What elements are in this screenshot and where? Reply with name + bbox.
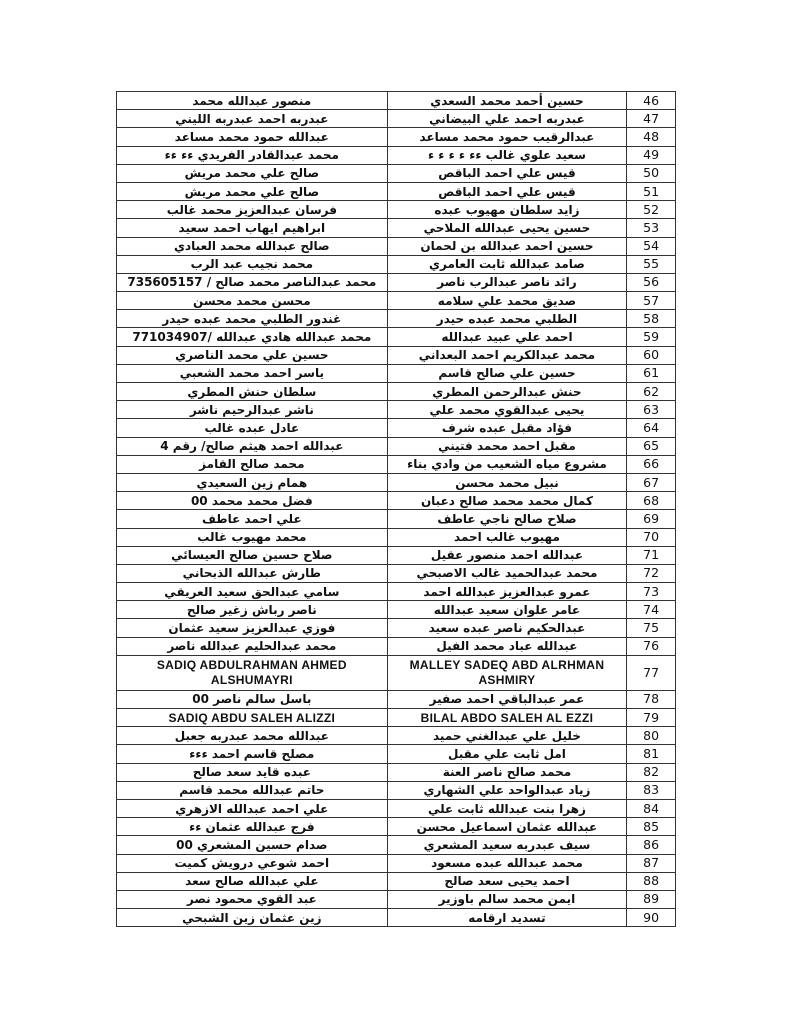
first-name-cell: عمر عبدالباقي احمد صفير [387,690,627,708]
row-number-cell: 69 [627,510,676,528]
first-name-cell: عبدربه احمد علي البيضاني [387,110,627,128]
first-name-cell: مقبل احمد محمد فتيني [387,437,627,455]
first-name-cell: زايد سلطان مهيوب عبده [387,201,627,219]
second-name-cell: محمد عبدالقادر الفريدي ءء ءء [117,146,388,164]
row-number-cell: 55 [627,255,676,273]
table-row [117,510,676,528]
table-row [117,818,676,836]
second-name-cell: غندور الطلبي محمد عبده حيدر [117,310,388,328]
names-table-body [117,92,676,927]
first-name-cell: حنش عبدالرحمن المطري [387,383,627,401]
table-row [117,455,676,473]
row-number-cell: 63 [627,401,676,419]
names-table [116,91,676,927]
first-name-cell: كمال محمد محمد صالح دعبان [387,492,627,510]
table-row [117,201,676,219]
second-name-cell: SADIQ ABDULRAHMAN AHMED ALSHUMAYRI [117,655,388,690]
first-name-cell: مهيوب غالب احمد [387,528,627,546]
second-name-cell: محمد مهيوب غالب [117,528,388,546]
table-row [117,709,676,727]
row-number-cell: 56 [627,273,676,291]
table-row [117,182,676,200]
first-name-cell: زهرا بنت عبدالله ثابت علي [387,799,627,817]
second-name-cell: زين عثمان زين الشبحي [117,909,388,927]
row-number-cell: 90 [627,909,676,927]
row-number-cell: 65 [627,437,676,455]
first-name-cell: حسين أحمد محمد السعدي [387,92,627,110]
second-name-cell: SADIQ ABDU SALEH ALIZZI [117,709,388,727]
first-name-cell: صديق محمد علي سلامه [387,292,627,310]
second-name-cell: ناشر عبدالرحيم ناشر [117,401,388,419]
first-name-cell: BILAL ABDO SALEH AL EZZI [387,709,627,727]
first-name-cell: امل ثابت علي مقبل [387,745,627,763]
second-name-cell: محمد صالح القامز [117,455,388,473]
row-number-cell: 72 [627,564,676,582]
row-number-cell: 71 [627,546,676,564]
row-number-cell: 61 [627,364,676,382]
table-row [117,346,676,364]
table-row [117,237,676,255]
row-number-cell: 70 [627,528,676,546]
first-name-cell: عامر علوان سعيد عبدالله [387,601,627,619]
row-number-cell: 74 [627,601,676,619]
first-name-cell: قيس علي احمد الباقص [387,182,627,200]
second-name-cell: همام زين السعيدي [117,473,388,491]
table-row [117,583,676,601]
second-name-cell: عبدالله احمد هيثم صالح/ رقم 4 [117,437,388,455]
table-row [117,419,676,437]
first-name-cell: عبدالله احمد منصور عقيل [387,546,627,564]
table-row [117,328,676,346]
second-name-cell: عبده قايد سعد صالح [117,763,388,781]
second-name-cell: منصور عبدالله محمد [117,92,388,110]
first-name-cell: تسديد ارقامه [387,909,627,927]
first-name-cell: سيف عبدربه سعيد المشعري [387,836,627,854]
first-name-cell: خليل علي عبدالغني حميد [387,727,627,745]
table-row [117,546,676,564]
first-name-cell: سعيد علوي غالب ءء ء ء ء ء [387,146,627,164]
row-number-cell: 57 [627,292,676,310]
second-name-cell: ابراهيم ايهاب احمد سعيد [117,219,388,237]
table-row [117,799,676,817]
row-number-cell: 77 [627,655,676,690]
table-row [117,364,676,382]
table-row [117,836,676,854]
row-number-cell: 83 [627,781,676,799]
row-number-cell: 53 [627,219,676,237]
table-row [117,255,676,273]
first-name-cell: ايمن محمد سالم باوزير [387,890,627,908]
table-row [117,690,676,708]
first-name-cell: محمد عبدالحميد غالب الاصبحي [387,564,627,582]
first-name-cell: صامد عبدالله ثابت العامري [387,255,627,273]
first-name-cell: يحيى عبدالقوي محمد علي [387,401,627,419]
row-number-cell: 88 [627,872,676,890]
first-name-cell: قيس علي احمد الباقص [387,164,627,182]
row-number-cell: 85 [627,818,676,836]
row-number-cell: 47 [627,110,676,128]
second-name-cell: محسن محمد محسن [117,292,388,310]
second-name-cell: عبدالله محمد عبدربه جعبل [117,727,388,745]
watermark: ​ [287,472,313,552]
row-number-cell: 50 [627,164,676,182]
row-number-cell: 68 [627,492,676,510]
table-row [117,655,676,690]
table-row [117,564,676,582]
table-row [117,219,676,237]
table-row [117,292,676,310]
row-number-cell: 67 [627,473,676,491]
second-name-cell: فوزي عبدالعزيز سعيد عثمان [117,619,388,637]
second-name-cell: فضل محمد محمد 00 [117,492,388,510]
table-row [117,164,676,182]
row-number-cell: 62 [627,383,676,401]
first-name-cell: عمرو عبدالعزيز عبدالله احمد [387,583,627,601]
table-row [117,92,676,110]
first-name-cell: حسين علي صالح قاسم [387,364,627,382]
second-name-cell: علي احمد عاطف [117,510,388,528]
table-row [117,146,676,164]
row-number-cell: 86 [627,836,676,854]
first-name-cell: حسين احمد عبدالله بن لحمان [387,237,627,255]
second-name-cell: باسل سالم ناصر 00 [117,690,388,708]
first-name-cell: محمد عبدالله عبده مسعود [387,854,627,872]
row-number-cell: 73 [627,583,676,601]
table-row [117,310,676,328]
row-number-cell: 80 [627,727,676,745]
second-name-cell: محمد عبدالحليم عبدالله ناصر [117,637,388,655]
second-name-cell: حاتم عبدالله محمد قاسم [117,781,388,799]
second-name-cell: صالح علي محمد مريش [117,164,388,182]
first-name-cell: عبدالرقيب حمود محمد مساعد [387,128,627,146]
second-name-cell: سامي عبدالحق سعيد العريقي [117,583,388,601]
table-row [117,745,676,763]
first-name-cell: رائد ناصر عبدالرب ناصر [387,273,627,291]
first-name-cell: زياد عبدالواحد علي الشهاري [387,781,627,799]
table-row [117,401,676,419]
second-name-cell: محمد عبدالناصر محمد صالح / 735605157 [117,273,388,291]
second-name-cell: فرج عبدالله عثمان ءء [117,818,388,836]
second-name-cell: سلطان حنش المطري [117,383,388,401]
first-name-cell: حسين يحيى عبدالله الملاحي [387,219,627,237]
table-row [117,854,676,872]
row-number-cell: 89 [627,890,676,908]
first-name-cell: نبيل محمد محسن [387,473,627,491]
row-number-cell: 52 [627,201,676,219]
row-number-cell: 51 [627,182,676,200]
table-row [117,890,676,908]
first-name-cell: محمد عبدالكريم احمد البعداني [387,346,627,364]
table-row [117,601,676,619]
row-number-cell: 46 [627,92,676,110]
second-name-cell: ناصر رباش زغير صالح [117,601,388,619]
first-name-cell: صلاح صالح ناجي عاطف [387,510,627,528]
table-row [117,528,676,546]
second-name-cell: محمد عبدالله هادي عبدالله /771034907 [117,328,388,346]
row-number-cell: 49 [627,146,676,164]
table-row [117,781,676,799]
row-number-cell: 54 [627,237,676,255]
second-name-cell: علي عبدالله صالح سعد [117,872,388,890]
row-number-cell: 64 [627,419,676,437]
table-row [117,273,676,291]
second-name-cell: صالح علي محمد مريش [117,182,388,200]
second-name-cell: طارش عبدالله الذبحاني [117,564,388,582]
second-name-cell: علي احمد عبدالله الازهري [117,799,388,817]
table-row [117,619,676,637]
first-name-cell: مشروع مياه الشعيب من وادي بناء [387,455,627,473]
row-number-cell: 87 [627,854,676,872]
second-name-cell: محمد نجيب عبد الرب [117,255,388,273]
second-name-cell: عبدربه احمد عبدربه الليني [117,110,388,128]
table-row [117,909,676,927]
table-row [117,492,676,510]
first-name-cell: محمد صالح ناصر العنة [387,763,627,781]
first-name-cell: MALLEY SADEQ ABD ALRHMAN ASHMIRY [387,655,627,690]
table-row [117,872,676,890]
table-row [117,727,676,745]
row-number-cell: 84 [627,799,676,817]
first-name-cell: فؤاد مقبل عبده شرف [387,419,627,437]
second-name-cell: عبد القوي محمود نصر [117,890,388,908]
second-name-cell: فرسان عبدالعزيز محمد غالب [117,201,388,219]
row-number-cell: 48 [627,128,676,146]
second-name-cell: احمد شوعي درويش كميت [117,854,388,872]
row-number-cell: 82 [627,763,676,781]
first-name-cell: الطلبي محمد عبده حيدر [387,310,627,328]
second-name-cell: عبدالله حمود محمد مساعد [117,128,388,146]
second-name-cell: مصلح قاسم احمد ءءء [117,745,388,763]
second-name-cell: حسين علي محمد الناصري [117,346,388,364]
table-row [117,473,676,491]
first-name-cell: عبدالله عباد محمد الفيل [387,637,627,655]
row-number-cell: 66 [627,455,676,473]
second-name-cell: صلاح حسين صالح العيسائي [117,546,388,564]
first-name-cell: عبدالله عثمان اسماعيل محسن [387,818,627,836]
table-row [117,763,676,781]
second-name-cell: عادل عبده غالب [117,419,388,437]
first-name-cell: احمد يحيى سعد صالح [387,872,627,890]
row-number-cell: 78 [627,690,676,708]
row-number-cell: 79 [627,709,676,727]
second-name-cell: صالح عبدالله محمد العبادي [117,237,388,255]
row-number-cell: 76 [627,637,676,655]
table-row [117,437,676,455]
table-row [117,637,676,655]
first-name-cell: عبدالحكيم ناصر عبده سعيد [387,619,627,637]
table-row [117,128,676,146]
row-number-cell: 60 [627,346,676,364]
row-number-cell: 58 [627,310,676,328]
second-name-cell: ياسر احمد محمد الشعبي [117,364,388,382]
row-number-cell: 75 [627,619,676,637]
table-row [117,383,676,401]
row-number-cell: 59 [627,328,676,346]
first-name-cell: احمد علي عبيد عبدالله [387,328,627,346]
table-row [117,110,676,128]
row-number-cell: 81 [627,745,676,763]
second-name-cell: صدام حسين المشعري 00 [117,836,388,854]
